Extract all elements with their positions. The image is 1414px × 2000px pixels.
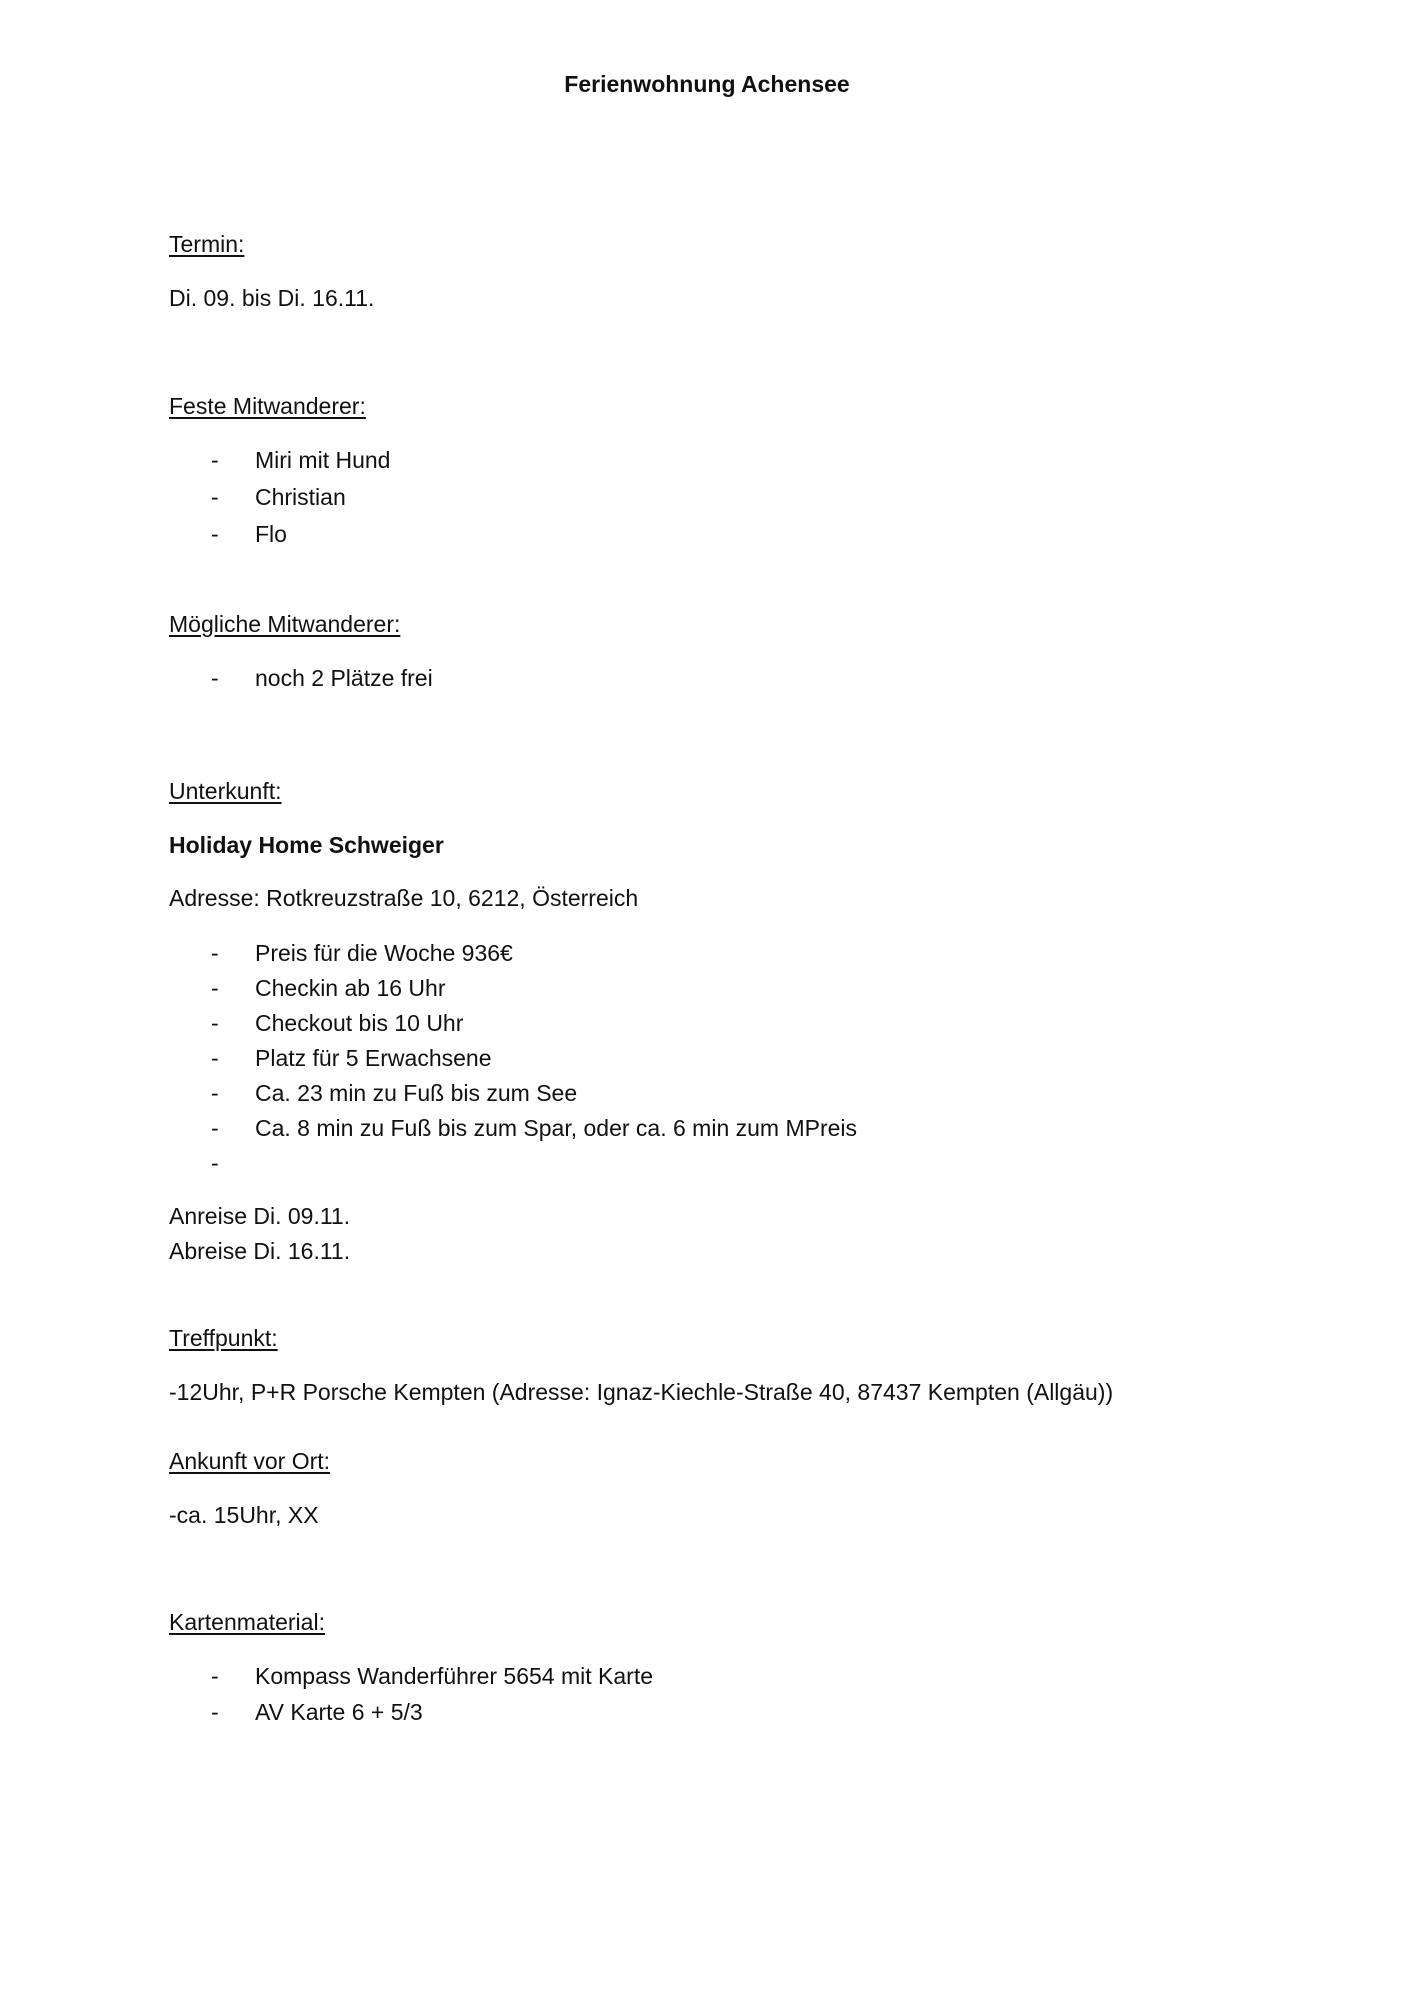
karten-heading: Kartenmaterial: bbox=[169, 1609, 325, 1635]
accommodation-name: Holiday Home Schweiger bbox=[169, 832, 444, 858]
list-item: Flo bbox=[255, 521, 287, 547]
ankunft-heading: Ankunft vor Ort: bbox=[169, 1448, 331, 1474]
page-title: Ferienwohnung Achensee bbox=[564, 71, 850, 97]
list-marker: - bbox=[211, 1115, 219, 1141]
treffpunkt-heading: Treffpunkt: bbox=[169, 1325, 278, 1351]
list-marker: - bbox=[211, 665, 219, 691]
termin-heading: Termin: bbox=[169, 231, 245, 257]
list-item: Platz für 5 Erwachsene bbox=[255, 1045, 492, 1071]
list-marker: - bbox=[211, 1010, 219, 1036]
list-item: Christian bbox=[255, 484, 346, 510]
list-marker: - bbox=[211, 1045, 219, 1071]
list-item: noch 2 Plätze frei bbox=[255, 665, 433, 691]
list-item: Miri mit Hund bbox=[255, 447, 391, 473]
ankunft-value: -ca. 15Uhr, XX bbox=[169, 1502, 319, 1528]
list-marker: - bbox=[211, 1663, 219, 1689]
list-item: Checkin ab 16 Uhr bbox=[255, 975, 446, 1001]
list-marker: - bbox=[211, 521, 219, 547]
list-item: Checkout bis 10 Uhr bbox=[255, 1010, 464, 1036]
list-item: Preis für die Woche 936€ bbox=[255, 940, 513, 966]
list-marker: - bbox=[211, 940, 219, 966]
list-marker: - bbox=[211, 1699, 219, 1725]
list-marker: - bbox=[211, 1080, 219, 1106]
list-item: AV Karte 6 + 5/3 bbox=[255, 1699, 423, 1725]
accommodation-address: Adresse: Rotkreuzstraße 10, 6212, Österreich bbox=[169, 885, 639, 911]
unterkunft-heading: Unterkunft: bbox=[169, 778, 282, 804]
list-marker: - bbox=[211, 1150, 219, 1176]
list-item: Kompass Wanderführer 5654 mit Karte bbox=[255, 1663, 653, 1689]
anreise-line: Anreise Di. 09.11. bbox=[169, 1203, 351, 1229]
list-marker: - bbox=[211, 975, 219, 1001]
abreise-line: Abreise Di. 16.11. bbox=[169, 1238, 351, 1264]
list-marker: - bbox=[211, 447, 219, 473]
moegliche-heading: Mögliche Mitwanderer: bbox=[169, 611, 401, 637]
list-item: Ca. 23 min zu Fuß bis zum See bbox=[255, 1080, 578, 1106]
treffpunkt-value: -12Uhr, P+R Porsche Kempten (Adresse: Ignaz-Kiechle-Straße 40, 87437 Kempten (Allgäu)) bbox=[169, 1379, 1114, 1405]
list-item: Ca. 8 min zu Fuß bis zum Spar, oder ca. 6 min zum MPreis bbox=[255, 1115, 858, 1141]
list-marker: - bbox=[211, 484, 219, 510]
termin-value: Di. 09. bis Di. 16.11. bbox=[169, 285, 375, 311]
feste-heading: Feste Mitwanderer: bbox=[169, 393, 366, 419]
